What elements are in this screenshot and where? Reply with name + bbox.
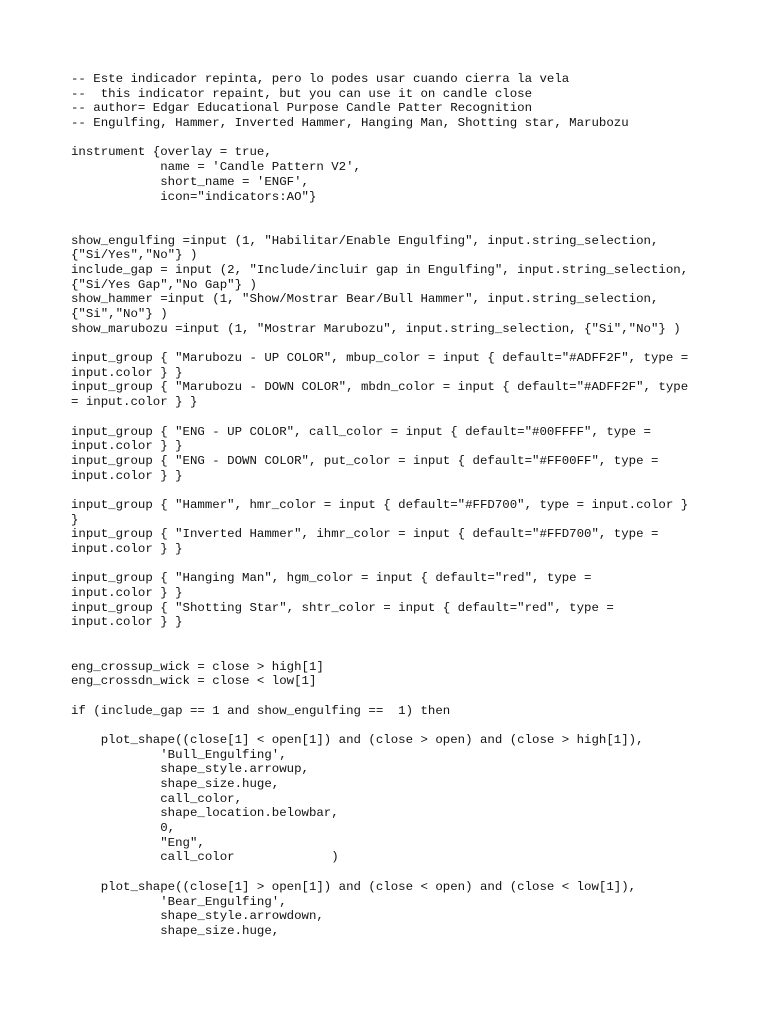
code-line: input_group { "Hammer", hmr_color = input { default="#FFD700", type = input.color } [71, 497, 689, 512]
code-line: -- Este indicador repinta, pero lo podes usar cuando cierra la vela [71, 72, 570, 86]
code-line [71, 557, 751, 572]
code-line: plot_shape((close[1] < open[1]) and (close > open) and (close > high[1]), [71, 732, 644, 747]
code-line: input_group { "Hanging Man", hgm_color = input { default="red", type = [71, 571, 592, 586]
code-line: call_color ) [71, 850, 339, 865]
code-line: shape_size.huge, [71, 777, 280, 791]
code-line: input.color } } [71, 365, 183, 380]
code-line [71, 204, 751, 219]
code-line: "Eng", [71, 835, 205, 850]
code-line [71, 689, 751, 704]
code-line: } [71, 512, 79, 527]
code-line: = input.color } } [71, 395, 198, 410]
code-line [71, 410, 751, 425]
code-line: input.color } } [71, 542, 183, 556]
code-line: call_color, [71, 791, 243, 806]
code-line: input_group { "ENG - UP COLOR", call_color = input { default="#00FFFF", type = [71, 424, 651, 439]
code-line: shape_style.arrowdown, [71, 909, 324, 924]
code-line: input_group { "ENG - DOWN COLOR", put_color = input { default="#FF00FF", type = [71, 453, 659, 468]
code-line: eng_crossup_wick = close > high[1] [71, 659, 324, 674]
code-line: input.color } } [71, 439, 183, 454]
code-line: input_group { "Inverted Hammer", ihmr_color = input { default="#FFD700", type = [71, 527, 659, 542]
code-line [71, 131, 751, 146]
code-line: input.color } } [71, 586, 183, 601]
code-line: input.color } } [71, 468, 183, 483]
code-line: show_hammer =input (1, "Show/Mostrar Bear/Bull Hammer", input.string_selection, [71, 292, 659, 307]
code-line: shape_size.huge, [71, 923, 280, 938]
code-line: {"Si","No"} ) [71, 307, 168, 321]
code-line [71, 865, 751, 880]
code-line: input_group { "Marubozu - DOWN COLOR", mbdn_color = input { default="#ADFF2F", type [71, 380, 689, 395]
code-line [71, 718, 751, 733]
code-line: instrument {overlay = true, [71, 145, 272, 160]
code-line: -- Engulfing, Hammer, Inverted Hammer, Hanging Man, Shotting star, Marubozu [71, 116, 629, 131]
code-line: input.color } } [71, 615, 183, 630]
code-listing [71, 72, 751, 939]
code-line: {"Si/Yes Gap","No Gap"} ) [71, 277, 257, 292]
code-line: if (include_gap == 1 and show_engulfing == 1) then [71, 703, 451, 718]
code-line: icon="indicators:AO"} [71, 189, 317, 204]
code-line: shape_location.belowbar, [71, 806, 339, 821]
code-line: include_gap = input (2, "Include/incluir gap in Engulfing", input.string_selection, [71, 262, 689, 277]
code-line: 0, [71, 821, 176, 836]
code-line: short_name = 'ENGF', [71, 174, 309, 189]
code-line: input_group { "Marubozu - UP COLOR", mbup_color = input { default="#ADFF2F", type = [71, 351, 689, 366]
code-line: show_engulfing =input (1, "Habilitar/Enable Engulfing", input.string_selection, [71, 233, 659, 248]
code-line: eng_crossdn_wick = close < low[1] [71, 674, 317, 689]
code-line: shape_style.arrowup, [71, 762, 309, 777]
code-line: 'Bull_Engulfing', [71, 747, 287, 762]
code-line: show_marubozu =input (1, "Mostrar Marubozu", input.string_selection, {"Si","No"} ) [71, 321, 681, 336]
code-line [71, 483, 751, 498]
code-line: -- author= Edgar Educational Purpose Candle Patter Recognition [71, 101, 533, 116]
code-line: -- this indicator repaint, but you can use it on candle close [71, 86, 533, 101]
code-line [71, 630, 751, 645]
code-line: name = 'Candle Pattern V2', [71, 160, 361, 175]
code-line [71, 219, 751, 234]
code-line: {"Si/Yes","No"} ) [71, 248, 198, 263]
code-line: input_group { "Shotting Star", shtr_color = input { default="red", type = [71, 600, 614, 615]
code-line: 'Bear_Engulfing', [71, 894, 287, 909]
code-line [71, 645, 751, 660]
code-line: plot_shape((close[1] > open[1]) and (close < open) and (close < low[1]), [71, 879, 637, 894]
code-line [71, 336, 751, 351]
